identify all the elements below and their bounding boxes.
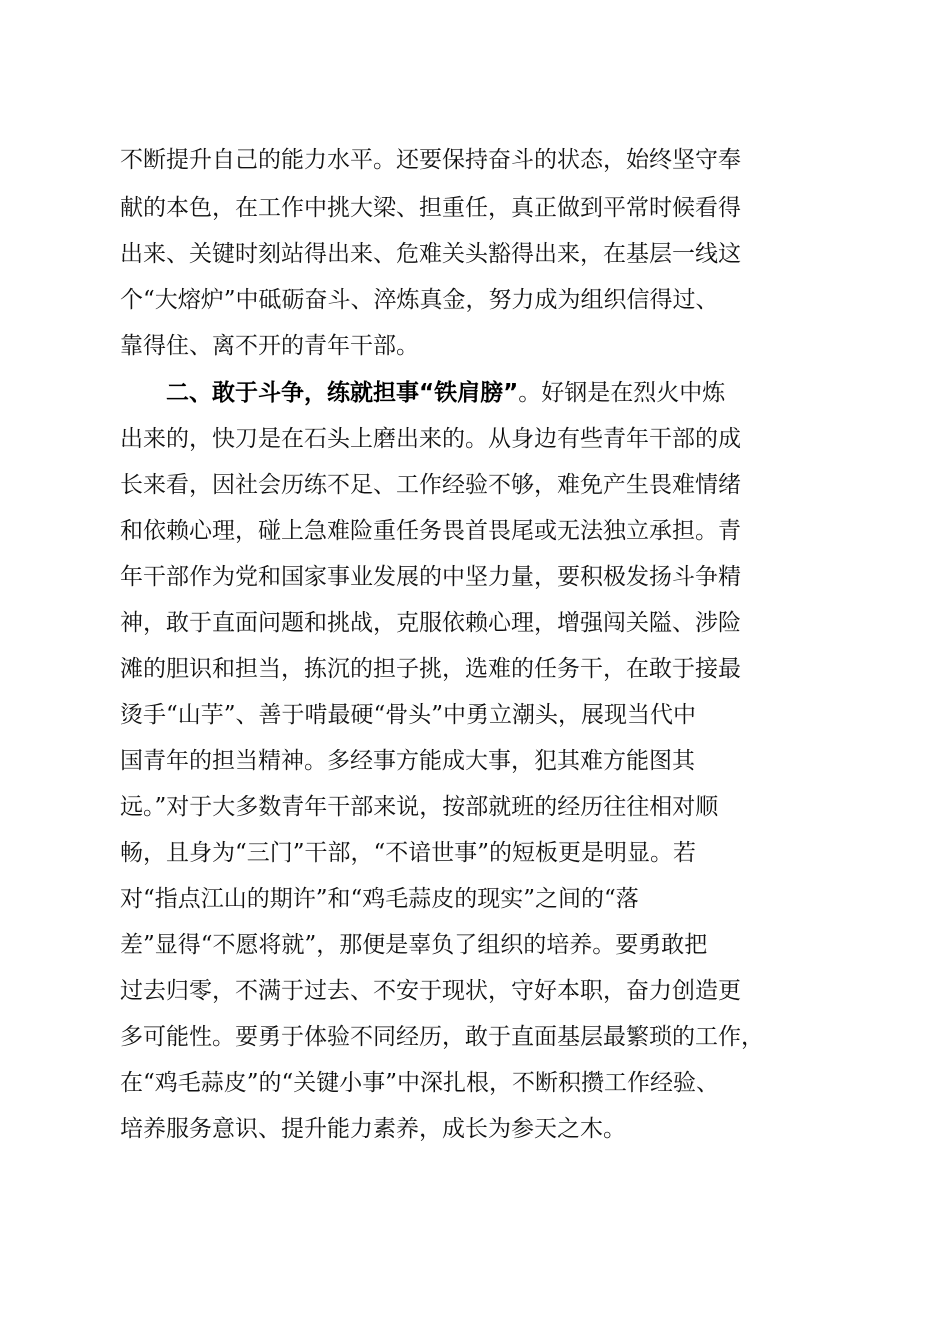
paragraph-2-line-1-text: 。好钢是在烈火中炼 — [518, 380, 726, 406]
paragraph-2-line-14: 过去归零，不满于过去、不安于现状，守好本职，奋力创造更 — [120, 978, 741, 1004]
paragraph-2-line-9: 国青年的担当精神。多经事方能成大事，犯其难方能图其 — [120, 748, 695, 774]
paragraph-2-line-6: 神，敢于直面问题和挑战，克服依赖心理，增强闯关隘、涉险 — [120, 610, 741, 636]
section-heading: 二、敢于斗争，练就担事“铁肩膀” — [166, 380, 519, 406]
paragraph-2-line-5: 年干部作为党和国家事业发展的中坚力量，要积极发扬斗争精 — [120, 564, 741, 590]
paragraph-2-line-10: 远。”对于大多数青年干部来说，按部就班的经历往往相对顺 — [120, 794, 719, 820]
paragraph-2-line-13: 差”显得“不愿将就”，那便是辜负了组织的培养。要勇敢把 — [120, 932, 708, 958]
paragraph-1-line-5: 靠得住、离不开的青年干部。 — [120, 333, 419, 359]
paragraph-2-line-16: 在“鸡毛蒜皮”的“关键小事”中深扎根，不断积攒工作经验、 — [120, 1070, 720, 1096]
paragraph-2-line-8: 烫手“山芋”、善于啃最硬“骨头”中勇立潮头，展现当代中 — [120, 702, 697, 728]
paragraph-2-line-3: 长来看，因社会历练不足、工作经验不够，难免产生畏难情绪 — [120, 472, 741, 498]
paragraph-2-line-2: 出来的，快刀是在石头上磨出来的。从身边有些青年干部的成 — [120, 426, 741, 452]
paragraph-2-line-17: 培养服务意识、提升能力素养，成长为参天之木。 — [120, 1116, 626, 1142]
paragraph-1-line-4: 个“大熔炉”中砥砺奋斗、淬炼真金，努力成为组织信得过、 — [120, 287, 719, 313]
paragraph-2-line-7: 滩的胆识和担当，拣沉的担子挑，选难的任务干，在敢于接最 — [120, 656, 741, 682]
paragraph-1-line-2: 献的本色，在工作中挑大梁、担重任，真正做到平常时候看得 — [120, 195, 741, 221]
paragraph-1-line-3: 出来、关键时刻站得出来、危难关头豁得出来，在基层一线这 — [120, 241, 741, 267]
paragraph-2-line-1 — [166, 378, 840, 408]
paragraph-2-line-11: 畅，且身为“三门”干部，“不谙世事”的短板更是明显。若 — [120, 840, 697, 866]
paragraph-2-line-4: 和依赖心理，碰上急难险重任务畏首畏尾或无法独立承担。青 — [120, 518, 741, 544]
paragraph-1-line-1: 不断提升自己的能力水平。还要保持奋斗的状态，始终坚守奉 — [120, 147, 741, 173]
paragraph-2-line-12: 对“指点江山的期许”和“鸡毛蒜皮的现实”之间的“落 — [120, 886, 639, 912]
paragraph-2-line-15: 多可能性。要勇于体验不同经历，敢于直面基层最繁琐的工作， — [120, 1024, 764, 1050]
